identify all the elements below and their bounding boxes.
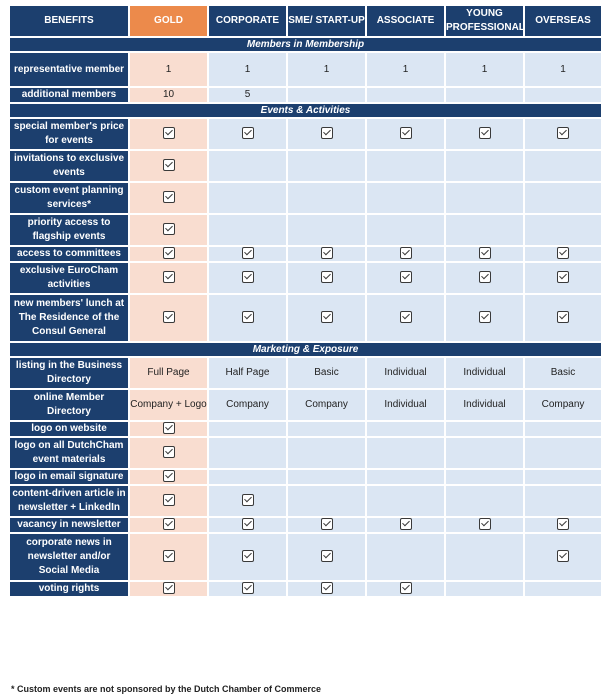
checkbox-checked-icon	[163, 582, 175, 594]
table-cell	[288, 263, 365, 293]
benefit-label: special member's price for events	[10, 119, 128, 149]
checkbox-checked-icon	[321, 518, 333, 530]
checkbox-checked-icon	[242, 271, 254, 283]
benefit-label: invitations to exclusive events	[10, 151, 128, 181]
table-row	[10, 390, 601, 420]
table-cell: Individual	[367, 358, 444, 388]
header-associate: ASSOCIATE	[367, 6, 444, 36]
table-cell	[446, 247, 523, 261]
checkbox-checked-icon	[557, 271, 569, 283]
table-body	[10, 38, 601, 596]
checkbox-checked-icon	[163, 550, 175, 562]
table-cell	[367, 486, 444, 516]
table-row	[10, 119, 601, 149]
table-cell: Full Page	[130, 358, 207, 388]
benefits-table	[8, 4, 603, 598]
checkbox-checked-icon	[163, 191, 175, 203]
table-cell	[130, 582, 207, 596]
table-cell: Company	[209, 390, 286, 420]
table-cell	[367, 534, 444, 580]
table-cell	[446, 486, 523, 516]
checkbox-checked-icon	[557, 311, 569, 323]
table-cell	[130, 486, 207, 516]
checkbox-checked-icon	[242, 127, 254, 139]
table-cell	[525, 470, 601, 484]
table-cell	[288, 215, 365, 245]
checkbox-checked-icon	[321, 271, 333, 283]
section-title: Marketing & Exposure	[10, 343, 601, 356]
table-cell	[288, 486, 365, 516]
header-gold: GOLD	[130, 6, 207, 36]
table-cell	[130, 247, 207, 261]
table-cell: Individual	[446, 358, 523, 388]
table-cell	[525, 183, 601, 213]
table-cell	[209, 518, 286, 532]
table-cell	[130, 422, 207, 436]
checkbox-checked-icon	[163, 446, 175, 458]
table-cell	[288, 183, 365, 213]
benefit-label: logo in email signature	[10, 470, 128, 484]
table-cell	[367, 215, 444, 245]
checkbox-checked-icon	[163, 247, 175, 259]
checkbox-checked-icon	[163, 494, 175, 506]
table-cell: Company + Logo	[130, 390, 207, 420]
checkbox-checked-icon	[242, 311, 254, 323]
table-cell	[446, 518, 523, 532]
benefit-label: custom event planning services*	[10, 183, 128, 213]
table-cell: 5	[209, 88, 286, 102]
checkbox-checked-icon	[479, 247, 491, 259]
table-cell	[367, 119, 444, 149]
table-cell	[288, 295, 365, 341]
table-row	[10, 438, 601, 468]
checkbox-checked-icon	[242, 550, 254, 562]
table-cell	[367, 88, 444, 102]
footnote: * Custom events are not sponsored by the Dutch Chamber of Commerce	[11, 684, 322, 694]
checkbox-checked-icon	[321, 247, 333, 259]
table-cell	[525, 263, 601, 293]
checkbox-checked-icon	[400, 271, 412, 283]
table-cell: Basic	[288, 358, 365, 388]
checkbox-checked-icon	[163, 127, 175, 139]
table-cell	[209, 582, 286, 596]
table-cell	[130, 438, 207, 468]
header-young-professional: YOUNG PROFESSIONAL	[446, 6, 523, 36]
header-benefits: BENEFITS	[10, 6, 128, 36]
table-cell: Individual	[446, 390, 523, 420]
section-title: Events & Activities	[10, 104, 601, 117]
table-cell	[209, 151, 286, 181]
table-cell	[525, 582, 601, 596]
benefit-label: online Member Directory	[10, 390, 128, 420]
table-cell	[525, 151, 601, 181]
table-cell	[446, 88, 523, 102]
table-cell	[288, 438, 365, 468]
table-cell: 1	[446, 53, 523, 86]
table-cell: Half Page	[209, 358, 286, 388]
table-cell	[367, 422, 444, 436]
table-cell	[130, 263, 207, 293]
checkbox-checked-icon	[242, 582, 254, 594]
table-cell	[446, 470, 523, 484]
table-row	[10, 295, 601, 341]
table-cell	[288, 518, 365, 532]
table-cell	[446, 582, 523, 596]
table-cell: Company	[525, 390, 601, 420]
benefit-label: corporate news in newsletter and/or Social Media	[10, 534, 128, 580]
table-cell: 1	[130, 53, 207, 86]
table-cell	[525, 119, 601, 149]
benefit-label: priority access to flagship events	[10, 215, 128, 245]
table-cell	[367, 183, 444, 213]
table-cell: Basic	[525, 358, 601, 388]
table-cell	[367, 518, 444, 532]
table-cell	[367, 438, 444, 468]
table-cell	[130, 215, 207, 245]
checkbox-checked-icon	[557, 247, 569, 259]
section-header-row	[10, 343, 601, 356]
table-cell	[446, 151, 523, 181]
table-cell: Company	[288, 390, 365, 420]
table-cell	[288, 247, 365, 261]
checkbox-checked-icon	[163, 470, 175, 482]
table-cell	[209, 247, 286, 261]
section-title: Members in Membership	[10, 38, 601, 51]
table-row	[10, 422, 601, 436]
table-cell	[288, 582, 365, 596]
table-cell	[130, 534, 207, 580]
table-cell: Individual	[367, 390, 444, 420]
table-cell	[367, 582, 444, 596]
table-cell: 1	[209, 53, 286, 86]
checkbox-checked-icon	[321, 582, 333, 594]
table-cell: 1	[525, 53, 601, 86]
table-cell	[446, 295, 523, 341]
table-row	[10, 358, 601, 388]
table-cell	[209, 215, 286, 245]
table-cell	[209, 470, 286, 484]
table-cell: 1	[367, 53, 444, 86]
checkbox-checked-icon	[557, 518, 569, 530]
table-cell	[446, 263, 523, 293]
table-row	[10, 53, 601, 86]
table-cell	[367, 470, 444, 484]
table-cell	[209, 438, 286, 468]
benefit-label: logo on all DutchCham event materials	[10, 438, 128, 468]
table-row	[10, 534, 601, 580]
table-cell	[525, 88, 601, 102]
table-cell	[288, 88, 365, 102]
table-row	[10, 151, 601, 181]
table-cell	[446, 215, 523, 245]
checkbox-checked-icon	[163, 311, 175, 323]
checkbox-checked-icon	[400, 582, 412, 594]
table-cell	[367, 247, 444, 261]
checkbox-checked-icon	[163, 159, 175, 171]
table-cell: 10	[130, 88, 207, 102]
table-row	[10, 215, 601, 245]
table-cell: 1	[288, 53, 365, 86]
table-cell	[209, 263, 286, 293]
checkbox-checked-icon	[163, 518, 175, 530]
checkbox-checked-icon	[400, 247, 412, 259]
checkbox-checked-icon	[163, 422, 175, 434]
table-cell	[209, 486, 286, 516]
section-header-row	[10, 38, 601, 51]
table-row	[10, 470, 601, 484]
header-row	[10, 6, 601, 36]
table-cell	[525, 295, 601, 341]
checkbox-checked-icon	[479, 127, 491, 139]
table-cell	[446, 534, 523, 580]
header-corporate: CORPORATE	[209, 6, 286, 36]
checkbox-checked-icon	[242, 518, 254, 530]
benefit-label: new members' lunch at The Residence of the Consul General	[10, 295, 128, 341]
table-cell	[288, 470, 365, 484]
table-cell	[525, 247, 601, 261]
table-cell	[525, 534, 601, 580]
table-cell	[130, 518, 207, 532]
table-cell	[209, 183, 286, 213]
table-cell	[209, 119, 286, 149]
header-overseas: OVERSEAS	[525, 6, 601, 36]
table-cell	[130, 119, 207, 149]
table-cell	[130, 295, 207, 341]
table-cell	[525, 486, 601, 516]
table-cell	[288, 151, 365, 181]
table-cell	[288, 119, 365, 149]
table-row	[10, 247, 601, 261]
checkbox-checked-icon	[321, 127, 333, 139]
benefit-label: exclusive EuroCham activities	[10, 263, 128, 293]
benefit-label: logo on website	[10, 422, 128, 436]
checkbox-checked-icon	[163, 271, 175, 283]
table-cell	[209, 295, 286, 341]
section-header-row	[10, 104, 601, 117]
checkbox-checked-icon	[400, 311, 412, 323]
checkbox-checked-icon	[163, 223, 175, 235]
table-cell	[209, 422, 286, 436]
checkbox-checked-icon	[400, 518, 412, 530]
table-row	[10, 263, 601, 293]
checkbox-checked-icon	[400, 127, 412, 139]
table-cell	[288, 534, 365, 580]
table-cell	[446, 183, 523, 213]
table-cell	[525, 438, 601, 468]
table-cell	[209, 534, 286, 580]
checkbox-checked-icon	[479, 271, 491, 283]
table-cell	[446, 438, 523, 468]
table-cell	[367, 151, 444, 181]
checkbox-checked-icon	[557, 550, 569, 562]
checkbox-checked-icon	[479, 311, 491, 323]
table-row	[10, 486, 601, 516]
checkbox-checked-icon	[321, 550, 333, 562]
table-row	[10, 88, 601, 102]
checkbox-checked-icon	[321, 311, 333, 323]
checkbox-checked-icon	[479, 518, 491, 530]
benefit-label: content-driven article in newsletter + LinkedIn	[10, 486, 128, 516]
table-row	[10, 582, 601, 596]
benefit-label: listing in the Business Directory	[10, 358, 128, 388]
benefit-label: access to committees	[10, 247, 128, 261]
table-cell	[525, 422, 601, 436]
table-cell	[130, 183, 207, 213]
table-row	[10, 518, 601, 532]
benefit-label: voting rights	[10, 582, 128, 596]
table-cell	[525, 215, 601, 245]
header-sme-startup: SME/ START-UP	[288, 6, 365, 36]
table-row	[10, 183, 601, 213]
benefit-label: vacancy in newsletter	[10, 518, 128, 532]
checkbox-checked-icon	[557, 127, 569, 139]
benefits-table-container	[8, 4, 601, 598]
checkbox-checked-icon	[242, 247, 254, 259]
table-cell	[367, 295, 444, 341]
table-cell	[525, 518, 601, 532]
table-cell	[130, 151, 207, 181]
benefit-label: additional members	[10, 88, 128, 102]
table-cell	[446, 422, 523, 436]
table-cell	[446, 119, 523, 149]
checkbox-checked-icon	[242, 494, 254, 506]
table-cell	[288, 422, 365, 436]
table-cell	[367, 263, 444, 293]
table-cell	[130, 470, 207, 484]
benefit-label: representative member	[10, 53, 128, 86]
